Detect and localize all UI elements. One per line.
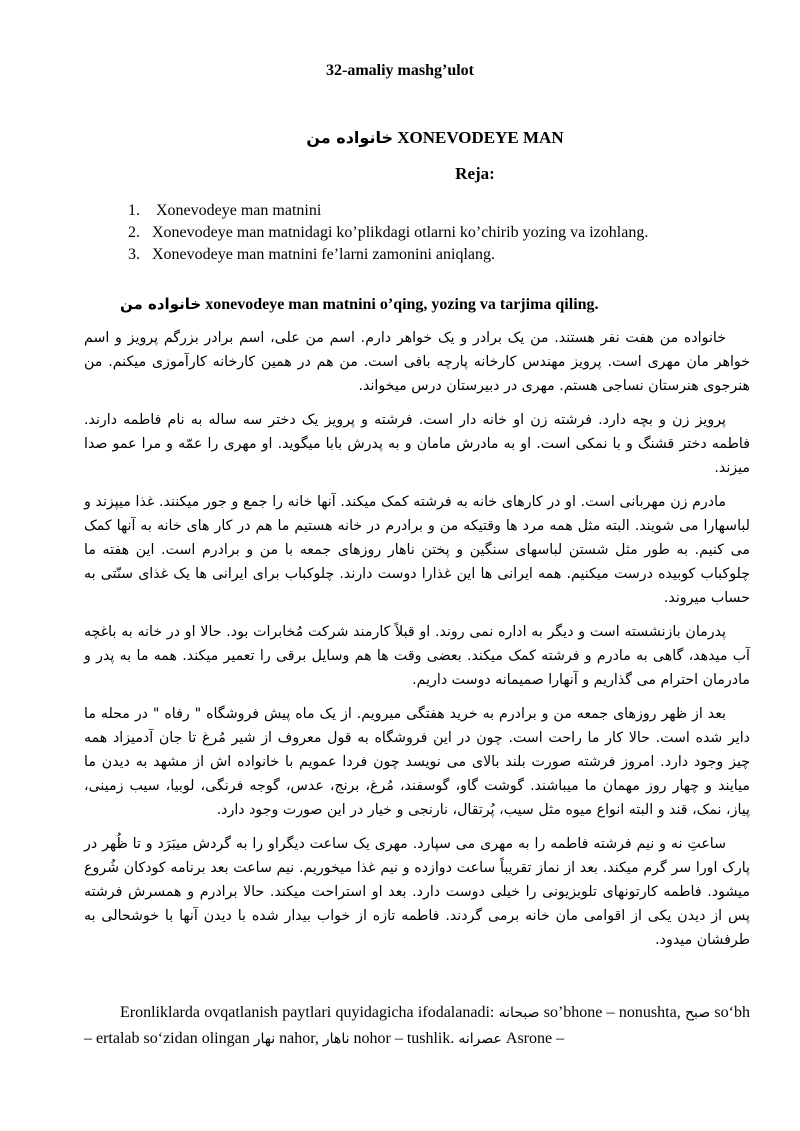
meal-text: nohor – tushlik. [349, 1030, 459, 1047]
plan-item-number: 2. [128, 224, 140, 241]
plan-item [128, 244, 748, 266]
task-persian-title: خانواده من [120, 295, 202, 313]
lesson-title: 32-amaliy mashg’ulot [326, 62, 474, 79]
meal-text: nahor, [275, 1030, 323, 1047]
meal-times-paragraph [84, 1000, 750, 1052]
paragraph: پدرمان بازنشسته است و دیگر به اداره نمی روند. او قبلاً کارمند شرکت مُخابرات بود. حالا او در خانه به باغچه آب میدهد، گاهی به مادرم و فرشته کمک میکند. بعضی وقت ها هم وسایل برقی را تعمیر میکند. همه ما به پدر و مادرمان احترام می گذاریم و آنهارا صمیمانه دوست داریم. [84, 624, 750, 688]
paragraph: ساعتِ نه و نیم فرشته فاطمه را به مهری می سپارد. مهری یک ساعت دیگراو را به گردش میبَرَد و تا ظُهر در پارک اورا سر گرم میکند. بعد از نماز تقریباً ساعت دوازده و نیم غذا میخوریم. نیم ساعت بعد برنامه کودکان شُروع میشود. فاطمه کارتونهای تلویزیونی را خیلی دوست دارد. بعد او استراحت میکند. حالا برادرم و همسرش فرشته پس از دیدن یکی از اقوامی مان خانه برمی گردند. فاطمه تازه از خواب بیدار شده با دیدن آنها با خوشحالی به طرفشان میدود. [84, 836, 750, 948]
meal-word-persian: ناهار [322, 1031, 350, 1047]
paragraph: خانواده من هفت نفر هستند. من یک برادر و یک خواهر دارم. اسم من علی، اسم برادر بزرگم پرویز و اسم خواهر مان مهری است. پرویز مهندس کارخانه پارچه بافی است. من هم در همین کارخانه کارآموزی میکنم. من هنرجوی هنرستان نساجی هستم. مهری در دبیرستان درس میخواند. [84, 330, 750, 394]
meal-text: so’bhone – nonushta, [539, 1004, 685, 1021]
main-title-persian: خانواده من [306, 128, 393, 147]
plan-item-text: Xonevodeye man matnidagi ko’plikdagi otlarni ko’chirib yozing va izohlang. [152, 224, 649, 241]
main-title-latin: XONEVODEYE MAN [397, 128, 564, 147]
meal-word-persian: عصرانه [458, 1031, 502, 1047]
paragraph: پرویز زن و بچه دارد. فرشته زن او خانه دار است. فرشته و پرویز یک دختر سه ساله به نام فاطمه دارند. فاطمه دختر قشنگ و با نمکی است. او به مادرش مامان و به پدرش بابا میگوید. او مهری را عمّه و مرا عمو صدا میزند. [84, 412, 750, 476]
task-instruction [120, 295, 760, 314]
meal-text: Asrone – [501, 1030, 565, 1047]
meal-word-persian: نهار [253, 1031, 276, 1047]
plan-item-text: Xonevodeye man matnini fe’larni zamonini aniqlang. [152, 246, 495, 263]
paragraph: بعد از ظهر روزهای جمعه من و برادرم به خرید هفتگی میرویم. از یک ماه پیش فروشگاه " رفاه " در محله ما دایر شده است. حالا کار ما راحت است. چون در این فروشگاه به قول معروف از شیر مُرغ تا جان آدمیزاد همه چیز وجود دارد. امروز فرشته صورت بلند بالای می نویسد چون فردا عمویم با خانواده اش از مشهد به دیدن ما میایند و چهار روز مهمان ما میباشند. گوشت گاو، گوسفند، مُرغ، برنج، عدس، گوجه فرنگی، لوبیا، سیب زمینی، پیاز، نمک، قند و البته انواع میوه مثل سیب، پُرتقال، نارنجی و خیار در این صورت وجود دارد. [84, 706, 750, 818]
paragraph: مادرم زن مهربانی است. او در کارهای خانه به فرشته کمک میکند. آنها خانه را جمع و جور میکنند. غذا میپزند و لباسهارا می شویند. البته مثل همه مرد ها وقتیکه من و برادرم در خانه هستیم ما هم در کار های خانه به آنها کمک می کنیم. به طور مثل شستن لباسهای سنگین و پختن ناهار روزهای جمعه با من و برادرم است. این هفته ما چلوکباب کوبیده درست میکنیم. همه ایرانی ها این غذارا دوست دارند. چلوکباب برای ایرانی ها یک غذای سنّتی به حساب میروند. [84, 494, 750, 606]
plan-heading: Reja: [455, 164, 495, 183]
persian-text [84, 326, 750, 962]
plan-item [128, 200, 748, 222]
meal-word-persian: صبحانه [498, 1005, 540, 1021]
meal-word-persian: صبح [685, 1005, 711, 1021]
plan-item-number: 3. [128, 246, 140, 263]
task-latin-text: xonevodeye man matnini o’qing, yozing va tarjima qiling. [201, 296, 599, 313]
main-title [0, 128, 800, 148]
plan-list [128, 200, 748, 266]
plan-item [128, 222, 748, 244]
meal-text: so‘bh – ertalab so‘zidan olingan [84, 1004, 750, 1047]
meal-text: Eronliklarda ovqatlanish paytlari quyidagicha ifodalanadi: [120, 1004, 499, 1021]
plan-item-number: 1. [128, 202, 140, 219]
plan-item-text: Xonevodeye man matnini [152, 202, 322, 219]
